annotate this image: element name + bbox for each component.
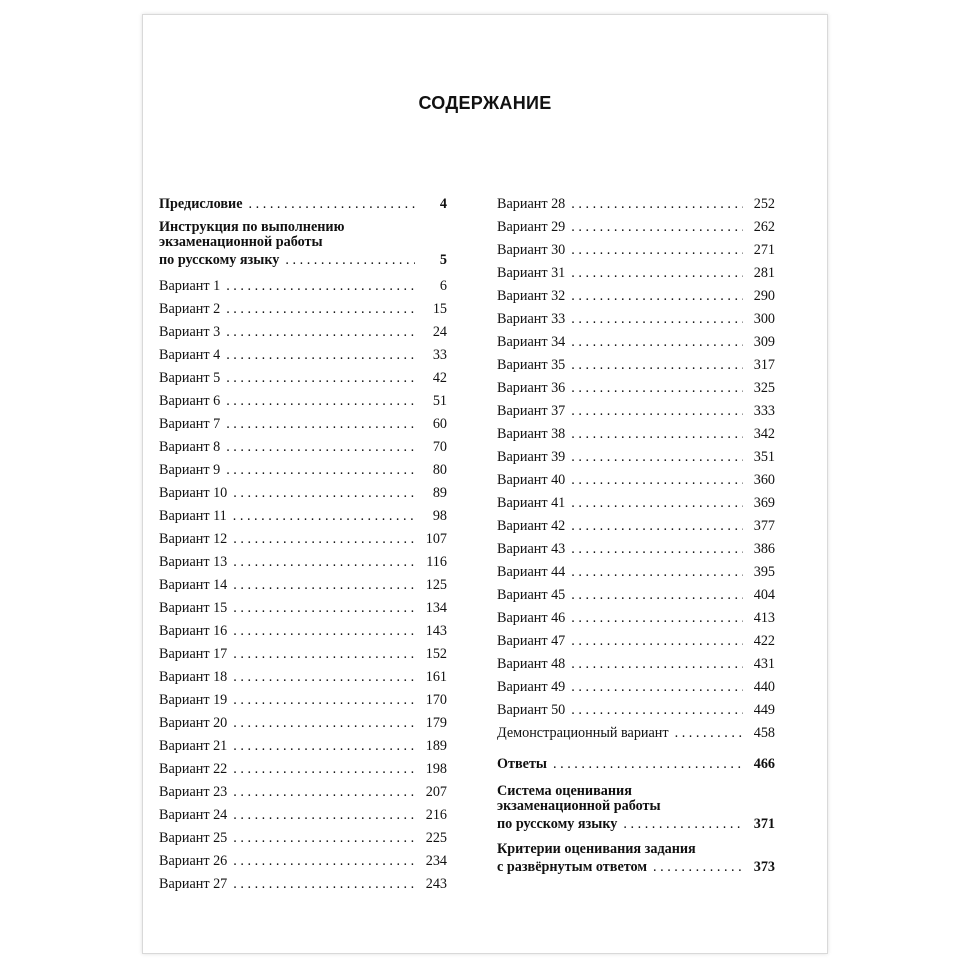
toc-entry-label: Вариант 32 xyxy=(497,288,566,304)
toc-entry-page: 333 xyxy=(753,403,775,419)
toc-entry-variant[interactable] xyxy=(159,528,447,551)
dot-leader xyxy=(571,285,743,308)
toc-entry-label: Вариант 21 xyxy=(159,738,228,754)
dot-leader xyxy=(233,482,415,505)
toc-entry-grading-system[interactable] xyxy=(497,784,775,834)
toc-entry-label: Вариант 33 xyxy=(497,311,566,327)
toc-entry-label: Вариант 30 xyxy=(497,242,566,258)
toc-entry-page: 134 xyxy=(425,600,447,616)
toc-entry-variant[interactable] xyxy=(159,298,447,321)
toc-entry-label: Вариант 41 xyxy=(497,495,566,511)
toc-entry-page: 360 xyxy=(753,472,775,488)
toc-entry-label: по русскому языку xyxy=(159,252,280,268)
toc-entry-label: Предисловие xyxy=(159,196,243,212)
dot-leader xyxy=(233,551,415,574)
dot-leader xyxy=(285,250,415,270)
dot-leader xyxy=(571,538,743,561)
toc-entry-page: 325 xyxy=(753,380,775,396)
toc-entry-page: 342 xyxy=(753,426,775,442)
toc-entry-page: 290 xyxy=(753,288,775,304)
toc-entry-variant[interactable] xyxy=(159,413,447,436)
toc-entry-label: Вариант 31 xyxy=(497,265,566,281)
dot-leader xyxy=(233,666,415,689)
toc-entry-page: 431 xyxy=(753,656,775,672)
toc-entry-label: Вариант 3 xyxy=(159,324,221,340)
toc-entry-variant[interactable] xyxy=(159,321,447,344)
dot-leader xyxy=(226,459,415,482)
toc-entry-variant[interactable] xyxy=(497,285,775,308)
toc-entry-label: Вариант 47 xyxy=(497,633,566,649)
toc-entry-label: Вариант 28 xyxy=(497,196,566,212)
dot-leader xyxy=(571,308,743,331)
toc-entry-page: 80 xyxy=(432,462,447,478)
dot-leader xyxy=(571,331,743,354)
toc-entry-page: 466 xyxy=(753,756,775,772)
dot-leader xyxy=(571,262,743,285)
toc-entry-label: Вариант 38 xyxy=(497,426,566,442)
toc-entry-variant[interactable] xyxy=(497,515,775,538)
toc-entry-instruction[interactable] xyxy=(159,220,447,270)
toc-entry-label: Вариант 2 xyxy=(159,301,221,317)
dot-leader xyxy=(553,753,743,776)
toc-entry-page: 4 xyxy=(439,196,447,212)
toc-entry-label: Вариант 17 xyxy=(159,646,228,662)
toc-entry-variant[interactable] xyxy=(497,400,775,423)
dot-leader xyxy=(233,827,415,850)
toc-entry-variant[interactable] xyxy=(497,653,775,676)
toc-entry-criteria[interactable] xyxy=(497,842,775,877)
dot-leader xyxy=(233,528,415,551)
toc-entry-line: Инструкция по выполнению xyxy=(159,219,345,235)
toc-entry-page: 125 xyxy=(425,577,447,593)
toc-entry-label: Вариант 25 xyxy=(159,830,228,846)
toc-variants-right xyxy=(497,193,775,722)
dot-leader xyxy=(571,354,743,377)
toc-entry-page: 422 xyxy=(753,633,775,649)
dot-leader xyxy=(233,597,415,620)
toc-entry-variant[interactable] xyxy=(497,239,775,262)
toc-entry-variant[interactable] xyxy=(159,574,447,597)
toc-entry-page: 70 xyxy=(432,439,447,455)
dot-leader xyxy=(226,367,415,390)
toc-entry-line: экзаменационной работы xyxy=(159,234,323,250)
toc-entry-variant[interactable] xyxy=(159,620,447,643)
toc-entry-variant[interactable] xyxy=(159,436,447,459)
toc-entry-variant[interactable] xyxy=(497,561,775,584)
toc-entry-page: 243 xyxy=(425,876,447,892)
toc-entry-label: Вариант 9 xyxy=(159,462,221,478)
toc-entry-label: Вариант 15 xyxy=(159,600,228,616)
toc-entry-page: 152 xyxy=(425,646,447,662)
toc-entry-page: 252 xyxy=(753,196,775,212)
toc-entry-variant[interactable] xyxy=(159,850,447,873)
toc-entry-variant[interactable] xyxy=(497,630,775,653)
toc-entry-label: Вариант 27 xyxy=(159,876,228,892)
toc-entry-page: 33 xyxy=(432,347,447,363)
toc-entry-page: 24 xyxy=(432,324,447,340)
toc-entry-variant[interactable] xyxy=(497,607,775,630)
toc-entry-page: 15 xyxy=(432,301,447,317)
toc-entry-label: Вариант 18 xyxy=(159,669,228,685)
toc-entry-variant[interactable] xyxy=(159,781,447,804)
toc-entry-page: 373 xyxy=(753,859,775,875)
toc-entry-page: 161 xyxy=(425,669,447,685)
dot-leader xyxy=(571,193,743,216)
toc-entry-label: Вариант 13 xyxy=(159,554,228,570)
dot-leader xyxy=(226,275,415,298)
dot-leader xyxy=(571,423,743,446)
toc-entry-page: 225 xyxy=(425,830,447,846)
dot-leader xyxy=(571,607,743,630)
toc-entry-variant[interactable] xyxy=(497,308,775,331)
toc-entry-page: 262 xyxy=(753,219,775,235)
dot-leader xyxy=(233,735,415,758)
toc-entry-label: Вариант 42 xyxy=(497,518,566,534)
toc-entry-variant[interactable] xyxy=(497,584,775,607)
toc-entry-label: Ответы xyxy=(497,756,548,772)
toc-entry-variant[interactable] xyxy=(159,459,447,482)
toc-entry-variant[interactable] xyxy=(159,758,447,781)
toc-entry-page: 179 xyxy=(425,715,447,731)
toc-entry-variant[interactable] xyxy=(159,505,447,528)
dot-leader xyxy=(571,492,743,515)
toc-entry-page: 386 xyxy=(753,541,775,557)
dot-leader xyxy=(233,643,415,666)
toc-entry-label: Вариант 6 xyxy=(159,393,221,409)
dot-leader xyxy=(233,781,415,804)
dot-leader xyxy=(571,377,743,400)
toc-entry-page: 60 xyxy=(432,416,447,432)
dot-leader xyxy=(233,758,415,781)
dot-leader xyxy=(233,873,415,896)
toc-entry-label: Вариант 26 xyxy=(159,853,228,869)
document-page xyxy=(142,14,828,954)
toc-entry-label: Вариант 44 xyxy=(497,564,566,580)
dot-leader xyxy=(571,653,743,676)
toc-entry-variant[interactable] xyxy=(497,377,775,400)
toc-entry-variant[interactable] xyxy=(159,712,447,735)
toc-entry-page: 98 xyxy=(432,508,447,524)
toc-entry-page: 404 xyxy=(753,587,775,603)
dot-leader xyxy=(233,689,415,712)
toc-entry-label: Вариант 5 xyxy=(159,370,221,386)
dot-leader xyxy=(233,505,415,528)
toc-entry-variant[interactable] xyxy=(159,689,447,712)
toc-entry-page: 42 xyxy=(432,370,447,386)
toc-entry-label: Вариант 24 xyxy=(159,807,228,823)
toc-entry-variant[interactable] xyxy=(497,331,775,354)
dot-leader xyxy=(226,390,415,413)
toc-entry-variant[interactable] xyxy=(497,262,775,285)
toc-entry-page: 449 xyxy=(753,702,775,718)
toc-entry-page: 351 xyxy=(753,449,775,465)
toc-entry-label: Вариант 46 xyxy=(497,610,566,626)
toc-entry-label: Вариант 37 xyxy=(497,403,566,419)
dot-leader xyxy=(571,676,743,699)
toc-entry-page: 89 xyxy=(432,485,447,501)
toc-entry-page: 216 xyxy=(425,807,447,823)
toc-entry-line: экзаменационной работы xyxy=(497,798,661,814)
toc-entry-label: Вариант 36 xyxy=(497,380,566,396)
dot-leader xyxy=(675,722,743,745)
toc-entry-label: по русскому языку xyxy=(497,816,618,832)
toc-entry-label: Вариант 4 xyxy=(159,347,221,363)
dot-leader xyxy=(233,574,415,597)
toc-entry-demo[interactable] xyxy=(497,722,775,745)
toc-entry-variant[interactable] xyxy=(497,446,775,469)
toc-entry-variant[interactable] xyxy=(497,354,775,377)
toc-entry-page: 6 xyxy=(439,278,447,294)
toc-entry-label: Вариант 19 xyxy=(159,692,228,708)
toc-entry-page: 281 xyxy=(753,265,775,281)
toc-entry-variant[interactable] xyxy=(159,873,447,896)
toc-entry-variant[interactable] xyxy=(159,643,447,666)
dot-leader xyxy=(571,469,743,492)
toc-entry-label: Вариант 11 xyxy=(159,508,227,524)
toc-entry-label: Вариант 43 xyxy=(497,541,566,557)
dot-leader xyxy=(233,804,415,827)
toc-entry-label: Вариант 8 xyxy=(159,439,221,455)
toc-entry-page: 371 xyxy=(753,816,775,832)
toc-entry-variant[interactable] xyxy=(159,827,447,850)
toc-entry-page: 107 xyxy=(425,531,447,547)
dot-leader xyxy=(249,193,415,216)
dot-leader xyxy=(571,400,743,423)
toc-entry-label: Вариант 39 xyxy=(497,449,566,465)
toc-entry-page: 234 xyxy=(425,853,447,869)
toc-entry-variant[interactable] xyxy=(497,423,775,446)
toc-entry-variant[interactable] xyxy=(497,492,775,515)
toc-entry-page: 369 xyxy=(753,495,775,511)
toc-entry-variant[interactable] xyxy=(159,390,447,413)
dot-leader xyxy=(571,239,743,262)
toc-entry-page: 5 xyxy=(439,252,447,268)
dot-leader xyxy=(226,321,415,344)
toc-entry-page: 170 xyxy=(425,692,447,708)
toc-column-left xyxy=(159,193,447,896)
toc-entry-variant[interactable] xyxy=(159,804,447,827)
toc-entry-variant[interactable] xyxy=(159,551,447,574)
toc-entry-label: Вариант 50 xyxy=(497,702,566,718)
toc-entry-page: 189 xyxy=(425,738,447,754)
dot-leader xyxy=(571,630,743,653)
toc-entry-label: Вариант 20 xyxy=(159,715,228,731)
toc-entry-label: Вариант 40 xyxy=(497,472,566,488)
toc-entry-label: с развёрнутым ответом xyxy=(497,859,648,875)
toc-entry-variant[interactable] xyxy=(159,666,447,689)
dot-leader xyxy=(653,857,743,877)
toc-entry-label: Вариант 22 xyxy=(159,761,228,777)
toc-entry-page: 116 xyxy=(426,554,447,570)
toc-entry-page: 271 xyxy=(753,242,775,258)
toc-entry-page: 198 xyxy=(425,761,447,777)
dot-leader xyxy=(571,561,743,584)
dot-leader xyxy=(571,446,743,469)
toc-entry-page: 413 xyxy=(753,610,775,626)
toc-entry-label: Демонстрационный вариант xyxy=(497,725,669,741)
toc-entry-variant[interactable] xyxy=(497,676,775,699)
toc-entry-page: 458 xyxy=(753,725,775,741)
toc-entry-label: Вариант 23 xyxy=(159,784,228,800)
toc-entry-label: Вариант 7 xyxy=(159,416,221,432)
toc-entry-variant[interactable] xyxy=(159,344,447,367)
dot-leader xyxy=(623,814,743,834)
toc-entry-page: 143 xyxy=(425,623,447,639)
toc-entry-page: 440 xyxy=(753,679,775,695)
page-title: СОДЕРЖАНИЕ xyxy=(418,93,552,113)
toc-entry-variant[interactable] xyxy=(497,538,775,561)
toc-entry-variant[interactable] xyxy=(159,367,447,390)
toc-entry-label: Вариант 49 xyxy=(497,679,566,695)
toc-entry-page: 377 xyxy=(753,518,775,534)
dot-leader xyxy=(571,216,743,239)
dot-leader xyxy=(226,436,415,459)
toc-entry-label: Вариант 12 xyxy=(159,531,228,547)
toc-entry-page: 309 xyxy=(753,334,775,350)
toc-entry-variant[interactable] xyxy=(497,193,775,216)
toc-entry-variant[interactable] xyxy=(159,597,447,620)
dot-leader xyxy=(226,344,415,367)
toc-entry-variant[interactable] xyxy=(497,469,775,492)
dot-leader xyxy=(226,298,415,321)
toc-entry-answers[interactable] xyxy=(497,753,775,776)
toc-column-right xyxy=(497,193,775,882)
dot-leader xyxy=(233,620,415,643)
toc-entry-line: Критерии оценивания задания xyxy=(497,841,696,857)
toc-entry-label: Вариант 10 xyxy=(159,485,228,501)
toc-entry-preface[interactable] xyxy=(159,193,447,216)
toc-entry-page: 207 xyxy=(425,784,447,800)
toc-variants-left xyxy=(159,275,447,896)
toc-entry-variant[interactable] xyxy=(159,482,447,505)
toc-entry-label: Вариант 34 xyxy=(497,334,566,350)
dot-leader xyxy=(571,699,743,722)
toc-entry-label: Вариант 35 xyxy=(497,357,566,373)
toc-entry-page: 395 xyxy=(753,564,775,580)
toc-entry-label: Вариант 14 xyxy=(159,577,228,593)
toc-entry-label: Вариант 48 xyxy=(497,656,566,672)
toc-entry-line: Система оценивания xyxy=(497,783,632,799)
toc-entry-variant[interactable] xyxy=(159,275,447,298)
toc-entry-page: 300 xyxy=(753,311,775,327)
toc-entry-label: Вариант 29 xyxy=(497,219,566,235)
toc-entry-label: Вариант 45 xyxy=(497,587,566,603)
dot-leader xyxy=(233,712,415,735)
dot-leader xyxy=(571,584,743,607)
toc-entry-variant[interactable] xyxy=(497,699,775,722)
dot-leader xyxy=(233,850,415,873)
toc-entry-page: 317 xyxy=(753,357,775,373)
toc-entry-page: 51 xyxy=(432,393,447,409)
toc-entry-variant[interactable] xyxy=(497,216,775,239)
toc-entry-variant[interactable] xyxy=(159,735,447,758)
dot-leader xyxy=(226,413,415,436)
toc-entry-label: Вариант 16 xyxy=(159,623,228,639)
dot-leader xyxy=(571,515,743,538)
toc-entry-label: Вариант 1 xyxy=(159,278,221,294)
